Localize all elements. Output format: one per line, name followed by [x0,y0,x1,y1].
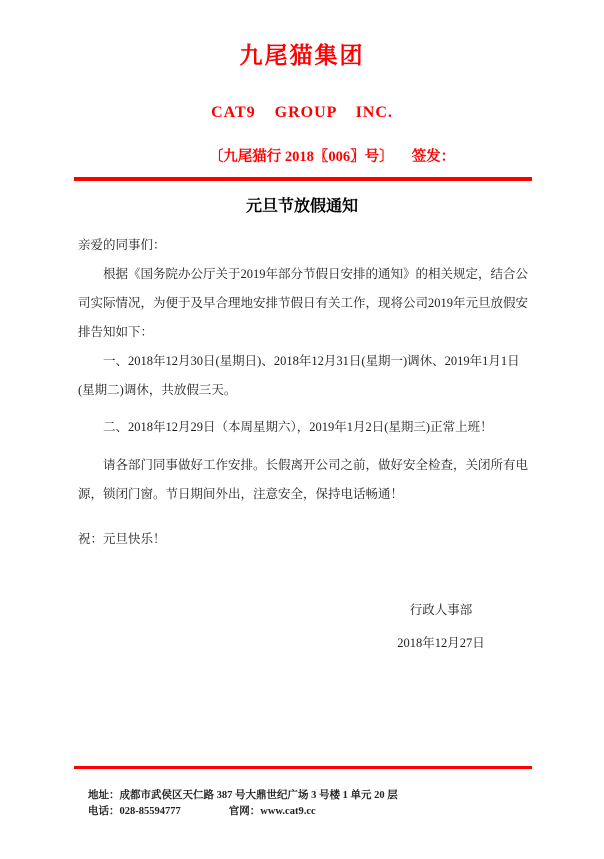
footer-website-value: www.cat9.cc [260,805,316,817]
footer [88,788,544,819]
signature-date: 2018年12月27日 [397,636,485,650]
document-number: 〔九尾猫行 2018〖006〗号〕 [208,149,394,165]
footer-phone-value: 028-85594777 [119,805,181,817]
letterhead [0,0,604,181]
salutation: 亲爱的同事们： [78,238,166,252]
signature-block [356,596,526,658]
notice-title: 元旦节放假通知 [245,198,358,215]
footer-address-value: 成都市武侯区天仁路 387 号大鼎世纪广场 3 号楼 1 单元 20 层 [119,790,398,801]
footer-website-label: 官网： [228,805,261,817]
closing-wish: 祝：元旦快乐！ [78,532,166,546]
company-name-cn: 九尾猫集团 [239,42,365,68]
footer-contact-row [88,804,544,820]
issuer-label: 签发： [411,149,456,165]
footer-address-row [88,788,544,804]
signature-department: 行政人事部 [409,603,473,617]
body-paragraph-item-2: 二、2018年12月29日（本周星期六），2019年1月2日(星期三)正常上班！ [103,420,493,434]
body-paragraph-item-1: 一、2018年12月30日(星期日)、2018年12月31日(星期一)调休、2019年1月1日(星期二)调休，共放假三天。 [78,354,520,397]
document-number-line [0,149,604,165]
body-paragraph-intro: 根据《国务院办公厅关于2019年部分节假日安排的通知》的相关规定，结合公司实际情况，为便于及早合理地安排节假日有关工作，现将公司2019年元旦放假安排告知如下： [78,267,529,339]
footer-phone-label: 电话： [88,805,120,817]
notice-body [0,231,604,554]
company-name-en: CAT9 GROUP INC. [211,104,393,121]
header-divider [74,177,532,181]
footer-address-label: 地址： [88,790,120,801]
body-paragraph-notes: 请各部门同事做好工作安排。长假离开公司之前，做好安全检查，关闭所有电源，锁闭门窗。节日期间外出，注意安全，保持电话畅通！ [78,458,529,501]
footer-divider [74,766,532,769]
